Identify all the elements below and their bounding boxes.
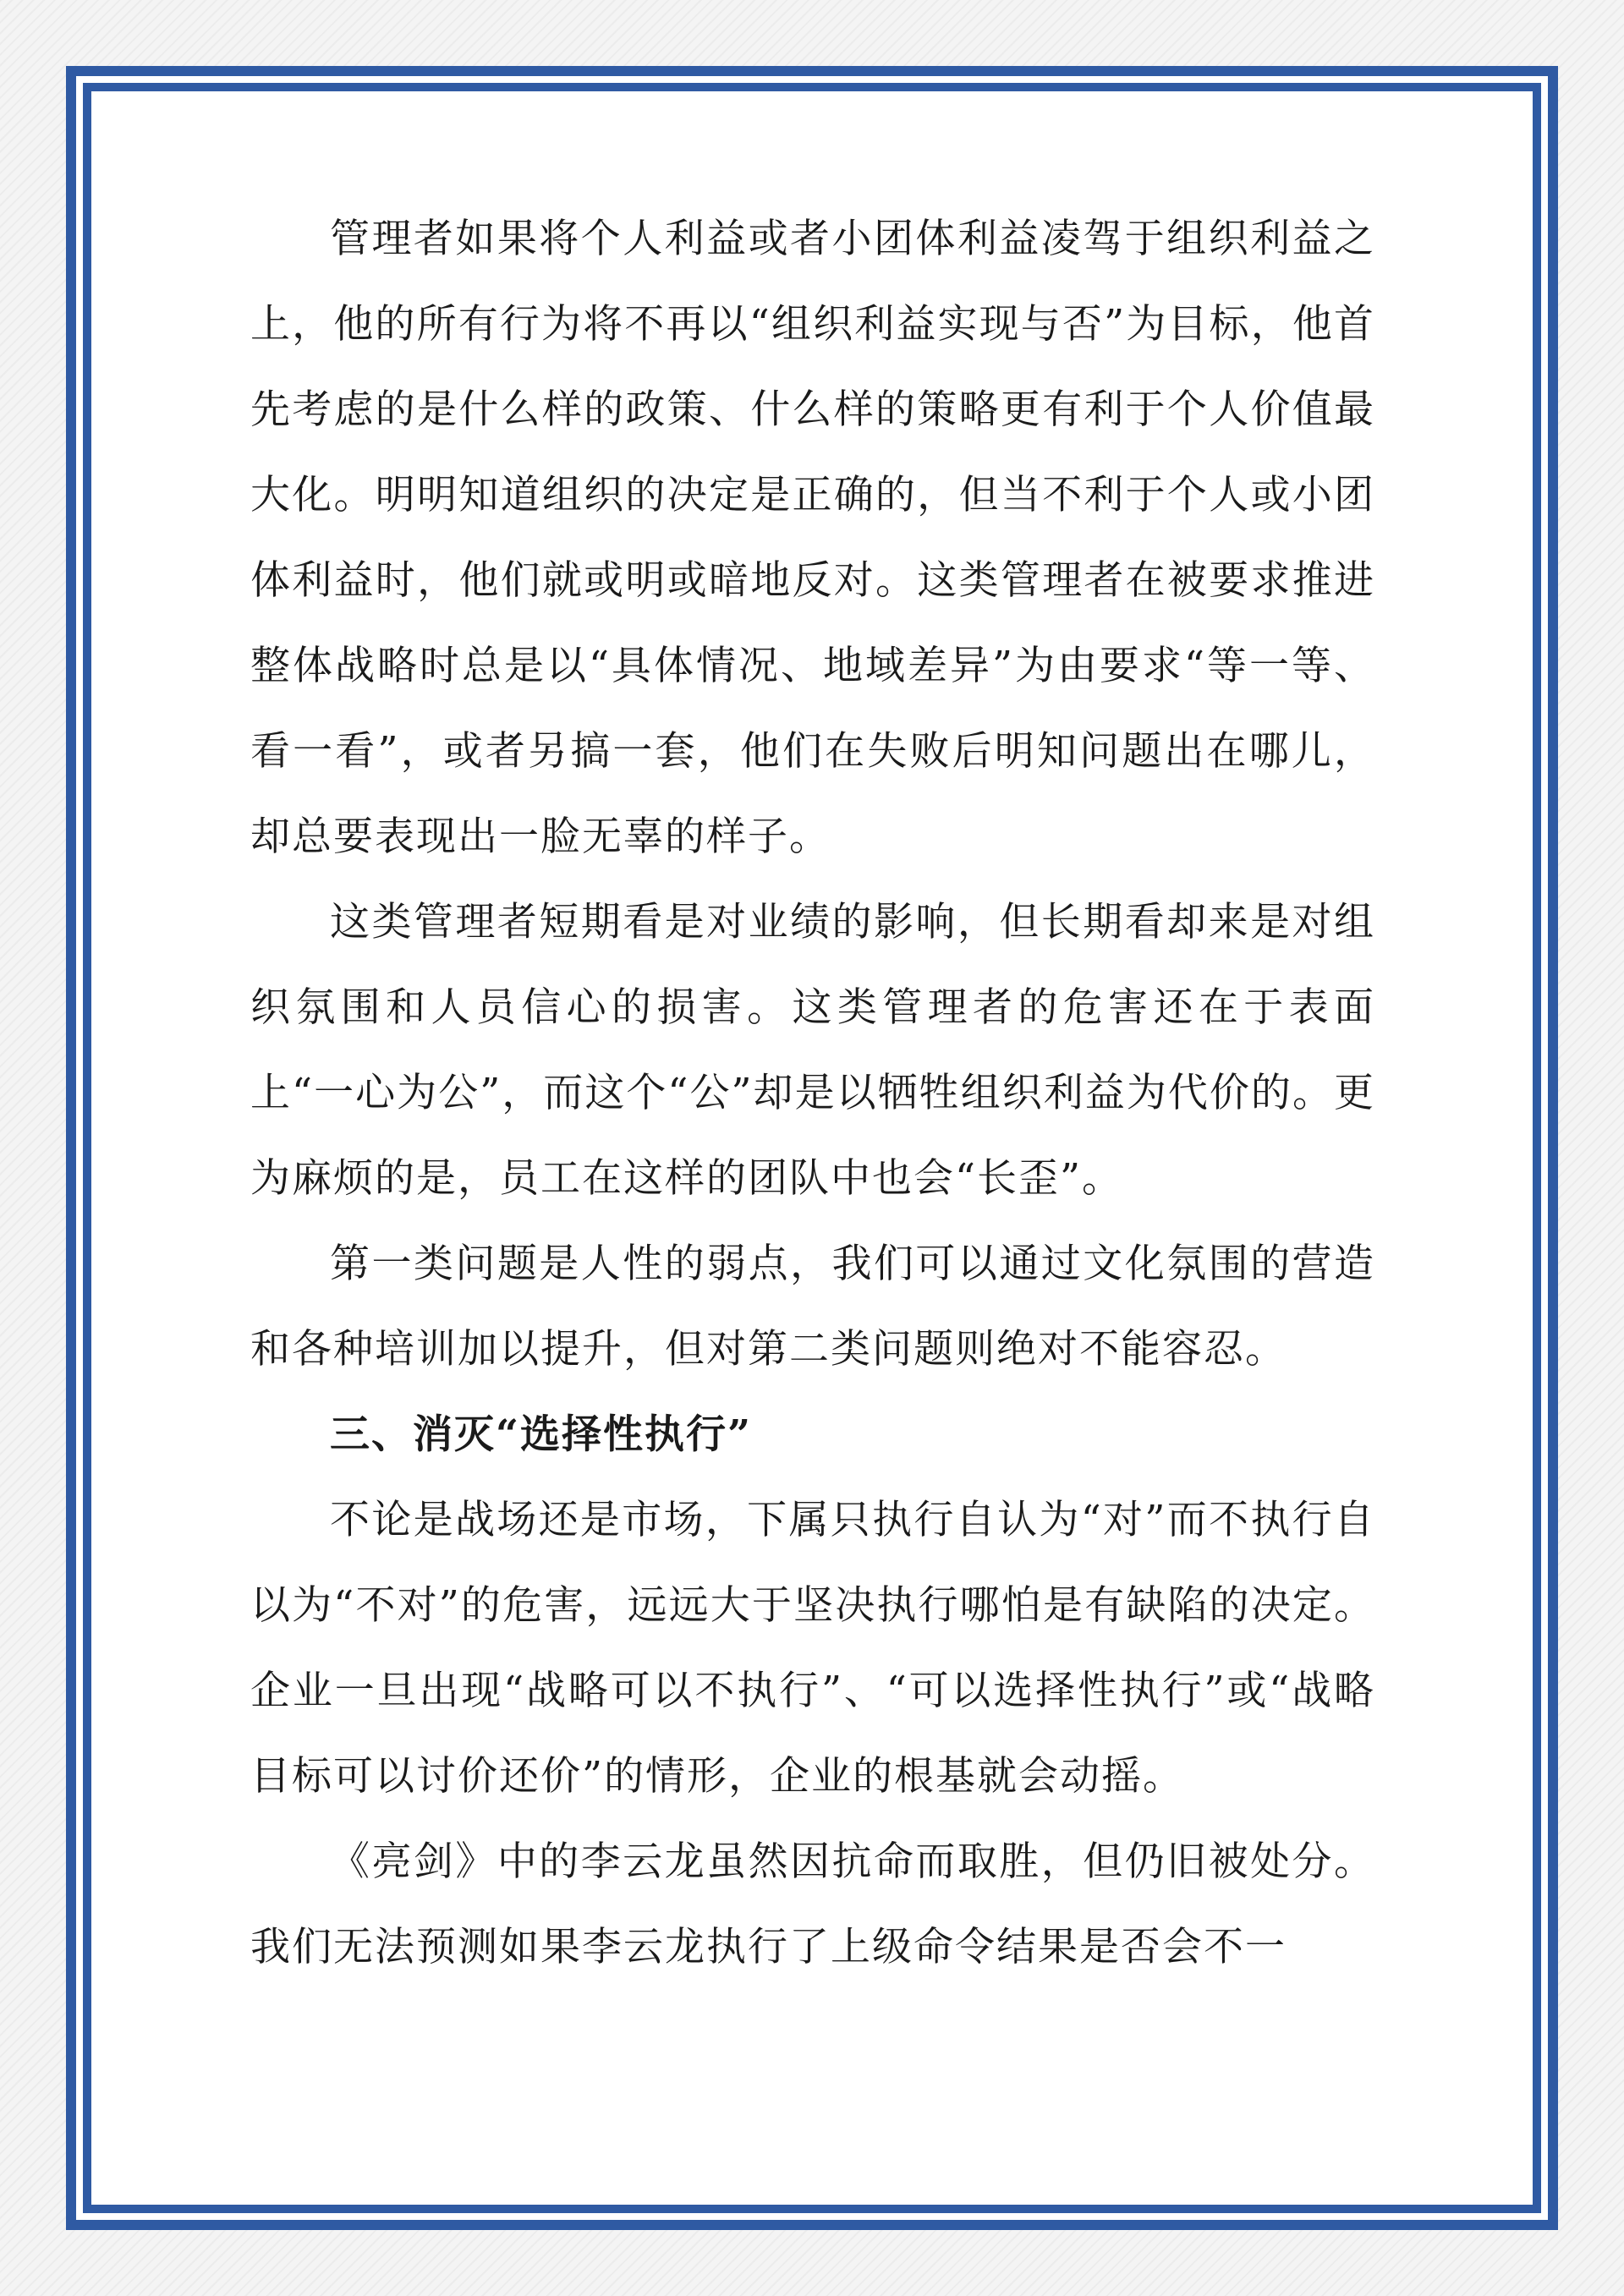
- document-body: [250, 196, 1375, 1990]
- paragraph-3: 第一类问题是人性的弱点，我们可以通过文化氛围的营造和各种培训加以提升，但对第二类问题则绝对不能容忍。: [250, 1241, 1375, 1373]
- paragraph-5: 《亮剑》中的李云龙虽然因抗命而取胜，但仍旧被处分。我们无法预测如果李云龙执行了上级命令结果是否会不一: [250, 1838, 1375, 1970]
- section-heading: 三、消灭“选择性执行”: [330, 1411, 753, 1458]
- paragraph-4: 不论是战场还是市场，下属只执行自认为“对”而不执行自以为“不对”的危害，远远大于坚决执行哪怕是有缺陷的决定。企业一旦出现“战略可以不执行”、“可以选择性执行”或“战略目标可以讨价还价”的情形，企业的根基就会动摇。: [250, 1497, 1375, 1800]
- paragraph-1: 管理者如果将个人利益或者小团体利益凌驾于组织利益之上，他的所有行为将不再以“组织利益实现与否”为目标，他首先考虑的是什么样的政策、什么样的策略更有利于个人价值最大化。明明知道组织的决定是正确的，但当不利于个人或小团体利益时，他们就或明或暗地反对。这类管理者在被要求推进整体战略时总是以“具体情况、地域差异”为由要求“等一等、看一看”，或者另搞一套，他们在失败后明知问题出在哪儿，却总要表现出一脸无辜的样子。: [250, 216, 1375, 860]
- paragraph-2: 这类管理者短期看是对业绩的影响，但长期看却来是对组织氛围和人员信心的损害。这类管理者的危害还在于表面上“一心为公”，而这个“公”却是以牺牲组织利益为代价的。更为麻烦的是，员工在这样的团队中也会“长歪”。: [250, 899, 1375, 1202]
